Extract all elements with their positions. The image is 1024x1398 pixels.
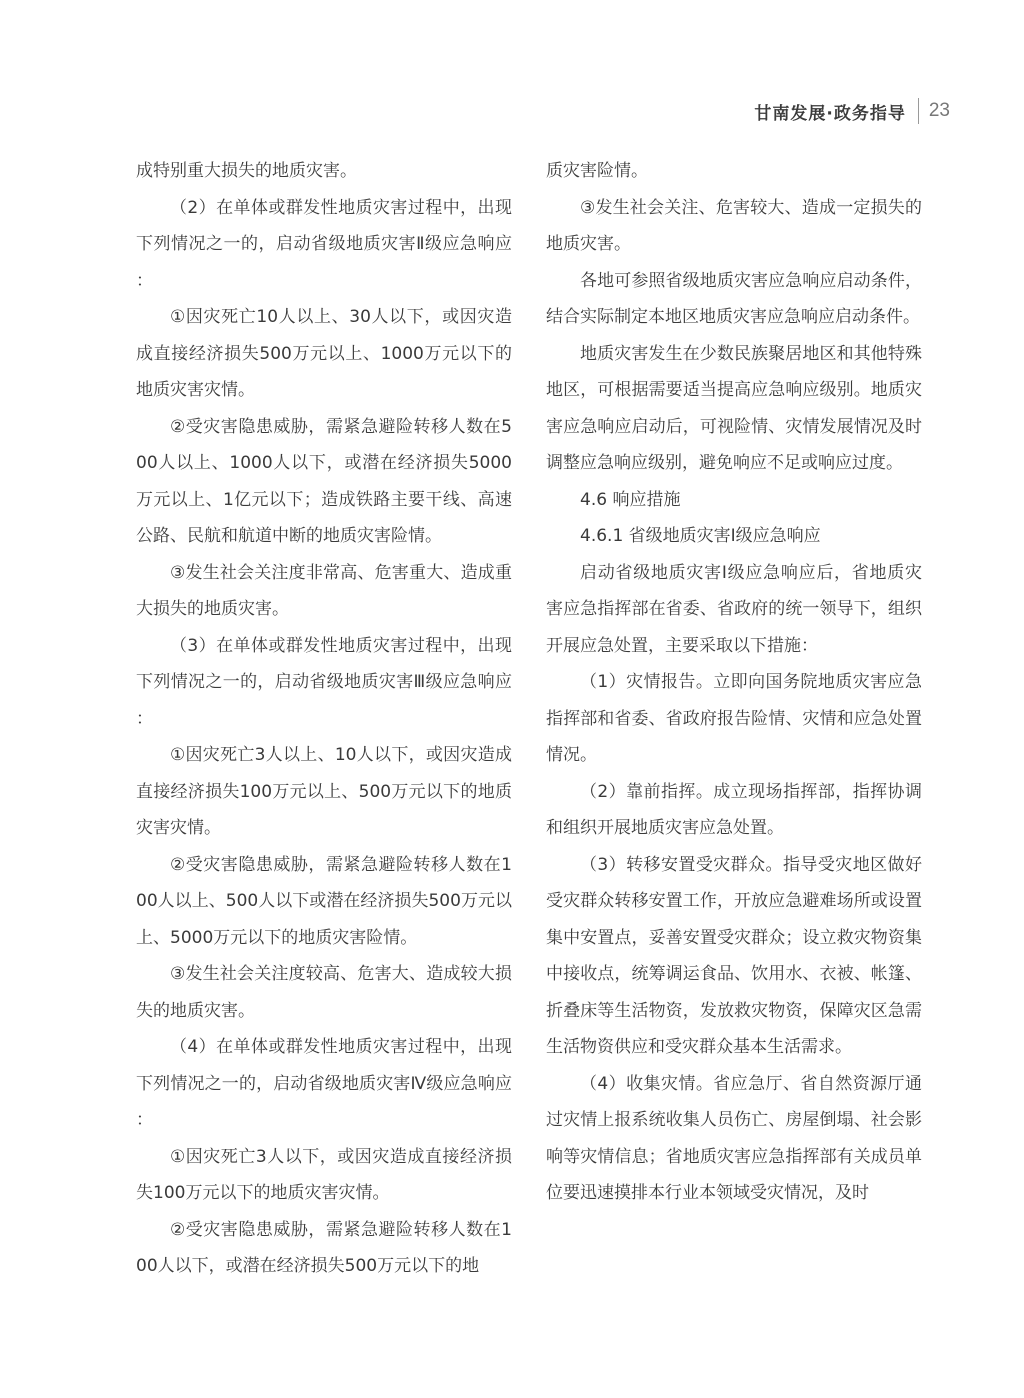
publication-title: 甘南发展·政务指导: [754, 103, 906, 124]
paragraph: ②受灾害隐患威胁，需紧急避险转移人数在100人以下，或潜在经济损失500万元以下的地: [136, 1219, 512, 1276]
paragraph: 4.6 响应措施: [580, 489, 681, 510]
paragraph: ③发生社会关注度较高、危害大、造成较大损失的地质灾害。: [136, 964, 512, 1021]
paragraph: ①因灾死亡3人以下，或因灾造成直接经济损失100万元以下的地质灾害灾情。: [136, 1146, 512, 1203]
paragraph: ③发生社会关注、危害较大、造成一定损失的地质灾害。: [546, 197, 922, 254]
paragraph: 成特别重大损失的地质灾害。: [136, 161, 357, 181]
paragraph: ②受灾害隐患威胁，需紧急避险转移人数在500人以上、1000人以下，或潜在经济损失5000万元以上、1亿元以下；造成铁路主要干线、高速公路、民航和航道中断的地质灾害险情。: [136, 416, 512, 546]
paragraph: （3）转移安置受灾群众。指导受灾地区做好受灾群众转移安置工作，开放应急避难场所或设置集中安置点，妥善安置受灾群众；设立救灾物资集中接收点，统筹调运食品、饮用水、衣被、帐篷、折叠床等生活物资，发放救灾物资，保障灾区急需生活物资供应和受灾群众基本生活需求。: [546, 854, 922, 1057]
paragraph: 启动省级地质灾害Ⅰ级应急响应后，省地质灾害应急指挥部在省委、省政府的统一领导下，组织开展应急处置，主要采取以下措施：: [546, 562, 922, 656]
paragraph: 地质灾害发生在少数民族聚居地区和其他特殊地区，可根据需要适当提高应急响应级别。地质灾害应急响应启动后，可视险情、灾情发展情况及时调整应急响应级别，避免响应不足或响应过度。: [546, 343, 922, 473]
paragraph: 各地可参照省级地质灾害应急响应启动条件，结合实际制定本地区地质灾害应急响应启动条件。: [546, 270, 922, 327]
paragraph: （4）收集灾情。省应急厅、省自然资源厅通过灾情上报系统收集人员伤亡、房屋倒塌、社会影响等灾情信息；省地质灾害应急指挥部有关成员单位要迅速摸排本行业本领域受灾情况，及时: [546, 1073, 922, 1203]
paragraph: 4.6.1 省级地质灾害Ⅰ级应急响应: [580, 526, 821, 546]
paragraph: （4）在单体或群发性地质灾害过程中，出现下列情况之一的，启动省级地质灾害Ⅳ级应急响应：: [136, 1037, 512, 1130]
paragraph: （2）在单体或群发性地质灾害过程中，出现下列情况之一的，启动省级地质灾害Ⅱ级应急响应：: [136, 197, 512, 291]
paragraph: ①因灾死亡3人以上、10人以下，或因灾造成直接经济损失100万元以上、500万元以下的地质灾害灾情。: [136, 745, 512, 838]
paragraph: （2）靠前指挥。成立现场指挥部，指挥协调和组织开展地质灾害应急处置。: [546, 781, 922, 838]
running-header: [754, 96, 950, 126]
header-divider: [918, 98, 919, 124]
left-text-column: [136, 153, 512, 1285]
paragraph: （3）在单体或群发性地质灾害过程中，出现下列情况之一的，启动省级地质灾害Ⅲ级应急响应：: [136, 635, 512, 729]
paragraph: 质灾害险情。: [546, 161, 648, 181]
paragraph: ③发生社会关注度非常高、危害重大、造成重大损失的地质灾害。: [136, 562, 512, 619]
page-number: 23: [928, 100, 950, 121]
paragraph: （1）灾情报告。立即向国务院地质灾害应急指挥部和省委、省政府报告险情、灾情和应急处置情况。: [546, 672, 922, 765]
paragraph: ①因灾死亡10人以上、30人以下，或因灾造成直接经济损失500万元以上、1000万元以下的地质灾害灾情。: [136, 307, 512, 400]
paragraph: ②受灾害隐患威胁，需紧急避险转移人数在100人以上、500人以下或潜在经济损失500万元以上、5000万元以下的地质灾害险情。: [136, 854, 512, 948]
right-text-column: [546, 153, 922, 1212]
